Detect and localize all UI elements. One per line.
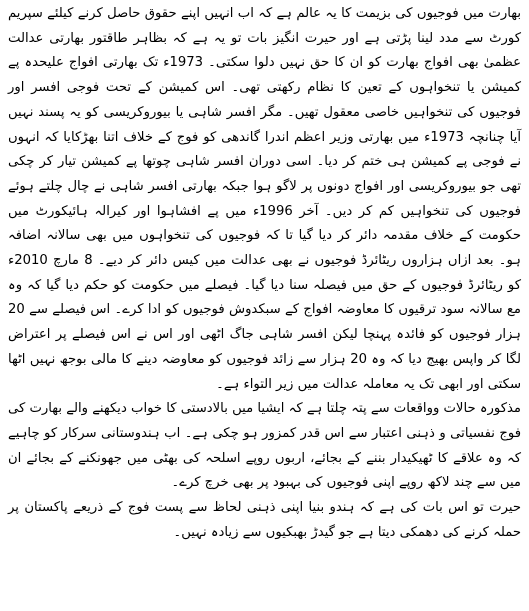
article-paragraph: مذکورہ حالات وواقعات سے پتہ چلتا ہے کہ ایشیا میں بالادستی کا خواب دیکھنے والے بھارت کی فوج نفسیاتی و ذہنی اعتبار سے اس قدر کمزور ہو چکی ہے۔ اب ہندوستانی سرکار کو چاہیے کہ وہ علاقے کا ٹھیکیدار بننے کے بجائے، اربوں روپے اسلحہ کی بھٹی میں جھونکنے کے بجائے ان میں سے چند لاکھ روپے اپنی فوجیوں کی بہبود پر بھی خرچ کرے۔ (8, 401, 521, 491)
article-paragraph: حیرت تو اس بات کی ہے کہ ہندو بنیا اپنی ذہنی لحاظ سے پست فوج کے ذریعے پاکستان پر حملہ کرنے کی دھمکی دیتا ہے جو گیدڑ بھبکیوں سے زیادہ نہیں۔ (8, 500, 521, 540)
article-body (8, 2, 521, 545)
article-paragraph: بھارت میں فوجیوں کی بزیمت کا یہ عالم ہے کہ اب انہیں اپنے حقوق حاصل کرنے کیلئے سپریم کورٹ سے مدد لینا پڑتی ہے اور حیرت انگیز بات تو یہ ہے کہ بظاہر طاقتور بھارتی عدالت عظمیٰ بھی افواج بھارت کو ان کا حق نہیں دلوا سکتی۔ 1973ء تک بھارتی افواج علیحدہ پے کمیشن یا تنخواہوں کے تعین کا نظام رکھتی تھی۔ اس کمیشن کے تحت فوجی افسر اور فوجیوں کی تنخواہیں خاصی معقول تھیں۔ مگر افسر شاہی یا بیوروکریسی کو یہ پسند نہیں آیا چنانچہ 1973ء میں بھارتی وزیر اعظم اندرا گاندھی کو فوج کے خلاف اتنا بھڑکایا کہ انہوں نے فوجی پے کمیشن ہی ختم کر دیا۔ اسی دوران افسر شاہی چوتھا پے کمیشن تیار کر چکی تھی جو بیوروکریسی اور افواج دونوں پر لاگو ہوا جبکہ بھارتی افسر شاہی نے چال چلتے ہوئے فوجیوں کی تنخواہیں کم کر دیں۔ آخر 1996ء میں پے افشاہوا اور کیرالہ ہائیکورٹ میں حکومت کے خلاف مقدمہ دائر کر دیا گیا تا کہ فوجیوں کی تنخواہوں میں بھی سالانہ اضافہ ہو۔ بعد ازاں ہزاروں ریٹائرڈ فوجیوں نے بھی عدالت میں کیس دائر کر دیے۔ 8 مارچ 2010ء کو ریٹائرڈ فوجیوں کے حق میں فیصلہ سنا دیا گیا۔ فیصلے میں حکومت کو حکم دیا گیا کہ وہ مع سالانہ سود ترقیوں کا معاوضہ افواج کے سبکدوش فوجیوں کو ادا کرے۔ اس فیصلے سے 20 ہزار فوجیوں کو فائدہ پہنچا لیکن افسر شاہی جاگ اٹھی اور اس نے اس فیصلے پر اعتراض لگا کر واپس بھیج دیا کہ وہ 20 ہزار سے زائد فوجیوں کو معاوضہ دینے کا مالی بوجھ نہیں اٹھا سکتی اور ابھی تک یہ معاملہ عدالت میں زیر التواء ہے۔ (8, 6, 522, 392)
